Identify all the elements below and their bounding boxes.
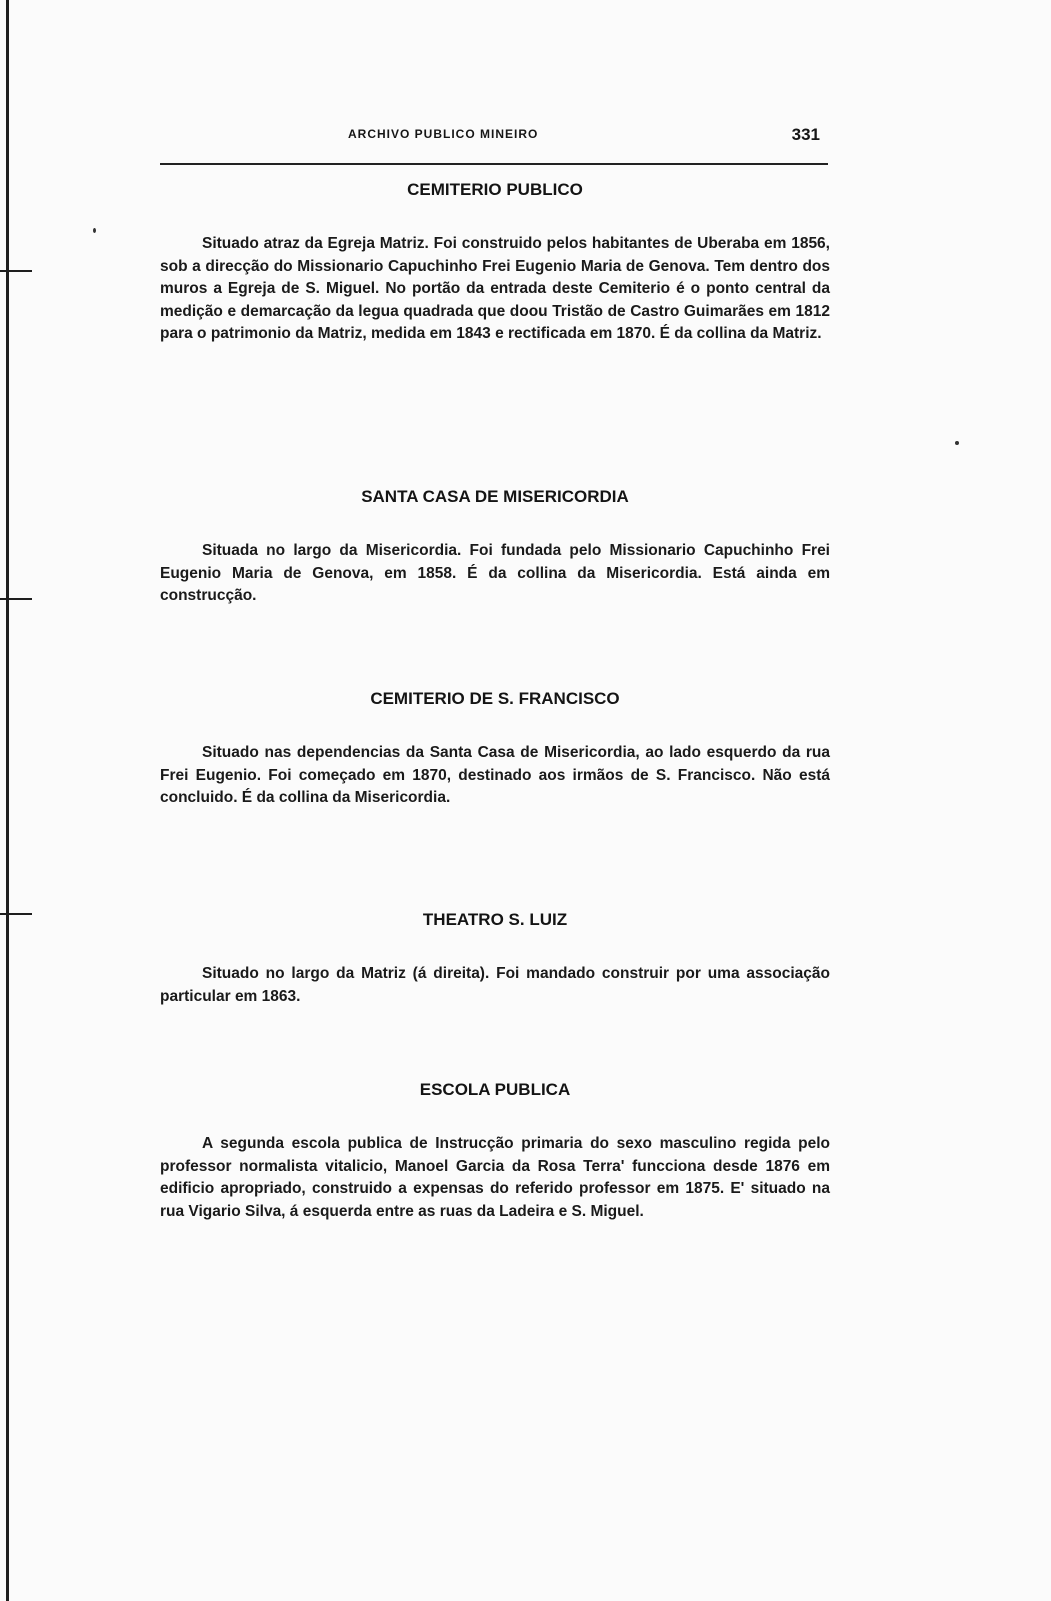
section-text: Situado atraz da Egreja Matriz. Foi construido pelos habitantes de Uberaba em 1856, sob a direcção do Missionario Capuchinho Frei Eugenio Maria de Genova. Tem dentro dos muros a Egreja de S. Miguel. No portão da entrada deste Cemiterio é o ponto central da medição e demarcação da legua quadrada que doou Tristão de Castro Guimarães em 1812 para o patrimonio da Matriz, medida em 1843 e rectificada em 1870. É da collina da Matriz. <box>160 235 830 342</box>
section-text: Situada no largo da Misericordia. Foi fundada pelo Missionario Capuchinho Frei Eugenio Maria de Genova, em 1858. É da collina da Misericordia. Está ainda em construcção. <box>160 542 830 604</box>
section-cemiterio-publico <box>160 180 830 346</box>
binding-mark <box>0 270 32 272</box>
running-header <box>160 127 830 157</box>
document-page <box>160 0 830 1601</box>
section-text: A segunda escola publica de Instrucção primaria do sexo masculino regida pelo professor normalista vitalicio, Manoel Garcia da Rosa Terra' funcciona desde 1876 em edificio apropriado, construido a expensas do referido professor em 1875. E' situado na rua Vigario Silva, á esquerda entre as ruas da Ladeira e S. Miguel. <box>160 1135 830 1220</box>
section-title: SANTA CASA DE MISERICORDIA <box>361 487 629 506</box>
section-santa-casa <box>160 487 830 608</box>
binding-edge <box>6 0 9 1601</box>
binding-mark <box>0 913 32 915</box>
section-title: THEATRO S. LUIZ <box>422 910 568 929</box>
header-rule <box>160 163 828 165</box>
running-title: ARCHIVO PUBLICO MINEIRO <box>348 127 539 141</box>
section-theatro-s-luiz <box>160 910 830 1008</box>
section-text: Situado nas dependencias da Santa Casa de Misericordia, ao lado esquerdo da rua Frei Eugenio. Foi começado em 1870, destinado aos irmãos de S. Francisco. Não está concluido. É da collina da Misericordia. <box>160 744 830 806</box>
section-title: CEMITERIO PUBLICO <box>407 180 583 199</box>
section-title: ESCOLA PUBLICA <box>419 1080 571 1099</box>
page-number: 331 <box>791 125 820 144</box>
ink-speck <box>93 228 96 233</box>
binding-mark <box>0 598 32 600</box>
section-text: Situado no largo da Matriz (á direita). Foi mandado construir por uma associação particular em 1863. <box>160 965 830 1005</box>
ink-speck <box>955 441 959 445</box>
section-cemiterio-s-francisco <box>160 689 830 810</box>
section-escola-publica <box>160 1080 830 1223</box>
section-title: CEMITERIO DE S. FRANCISCO <box>370 689 620 708</box>
